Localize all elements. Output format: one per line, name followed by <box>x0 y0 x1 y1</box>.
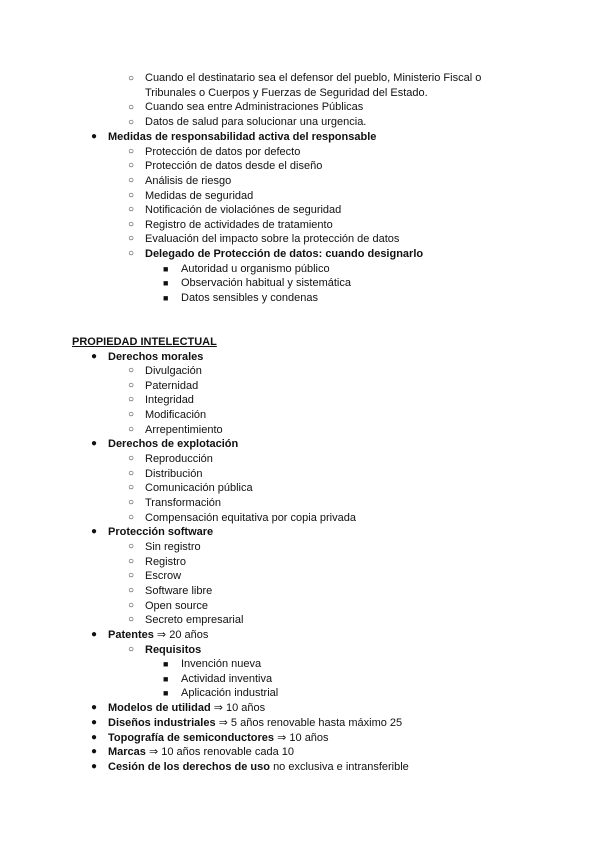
disc-bullet-icon: ● <box>91 702 98 713</box>
sub-list-item-text: Medidas de seguridad <box>145 190 254 202</box>
circle-bullet-icon: ○ <box>128 468 135 479</box>
list-item-title: Cesión de los derechos de uso <box>108 761 270 773</box>
sub-list-item-text: Escrow <box>145 570 182 582</box>
sub-list-item-text: Divulgación <box>145 365 202 377</box>
list-item-detail: no exclusiva e intransferible <box>273 761 409 773</box>
circle-bullet-icon: ○ <box>128 146 135 157</box>
circle-bullet-icon: ○ <box>128 424 135 435</box>
circle-bullet-icon: ○ <box>128 365 135 376</box>
list-item-title: Protección software <box>108 526 214 538</box>
disc-bullet-icon: ● <box>91 629 98 640</box>
third-level-item-text: Observación habitual y sistemática <box>181 277 351 289</box>
disc-bullet-icon: ● <box>91 717 98 728</box>
square-bullet-icon: ■ <box>163 264 169 274</box>
circle-bullet-icon: ○ <box>128 117 135 128</box>
third-level-item-text: Autoridad u organismo público <box>181 263 330 275</box>
circle-bullet-icon: ○ <box>128 409 135 420</box>
disc-bullet-icon: ● <box>91 351 98 362</box>
circle-bullet-icon: ○ <box>128 453 135 464</box>
circle-bullet-icon: ○ <box>128 394 135 405</box>
circle-bullet-icon: ○ <box>128 512 135 523</box>
sub-list-item-text: Evaluación del impacto sobre la protección de datos <box>145 233 400 245</box>
list-item <box>108 716 402 731</box>
square-bullet-icon: ■ <box>163 659 169 669</box>
list-item-title: Marcas <box>108 746 146 758</box>
circle-bullet-icon: ○ <box>128 175 135 186</box>
circle-bullet-icon: ○ <box>128 644 135 655</box>
disc-bullet-icon: ● <box>91 131 98 142</box>
sub-list-item-text: Distribución <box>145 468 203 480</box>
sub-list-item-text: Reproducción <box>145 453 213 465</box>
list-item <box>108 745 294 760</box>
list-item <box>108 701 265 716</box>
sub-list-item <box>128 115 134 131</box>
sub-list-item <box>128 71 134 87</box>
sub-list-item-text: Secreto empresarial <box>145 614 244 626</box>
disc-bullet-icon: ● <box>91 732 98 743</box>
circle-bullet-icon: ○ <box>128 219 135 230</box>
list-item-detail: ⇒ 20 años <box>156 629 209 641</box>
sub-list-item-text: Datos de salud para solucionar una urgencia. <box>145 116 367 128</box>
third-level-item-text: Invención nueva <box>181 658 262 670</box>
square-bullet-icon: ■ <box>163 278 169 288</box>
square-bullet-icon: ■ <box>163 688 169 698</box>
sub-list-item-title: Delegado de Protección de datos: cuando designarlo <box>145 248 424 260</box>
circle-bullet-icon: ○ <box>128 614 135 625</box>
list-item-title: Topografía de semiconductores <box>108 732 275 744</box>
sub-list-item-text: Registro de actividades de tratamiento <box>145 219 333 231</box>
sub-list-item-text: Protección de datos por defecto <box>145 146 301 158</box>
sub-list-item-text: Análisis de riesgo <box>145 175 232 187</box>
disc-bullet-icon: ● <box>91 526 98 537</box>
third-level-item-text: Actividad inventiva <box>181 673 273 685</box>
sub-list-item-text: Cuando sea entre Administraciones Públicas <box>145 101 364 113</box>
circle-bullet-icon: ○ <box>128 380 135 391</box>
sub-list-item-text: Protección de datos desde el diseño <box>145 160 323 172</box>
sub-list-item-text: Integridad <box>145 394 194 406</box>
square-bullet-icon: ■ <box>163 293 169 303</box>
list-item-title: Medidas de responsabilidad activa del responsable <box>108 131 377 143</box>
section-heading: PROPIEDAD INTELECTUAL <box>72 336 217 348</box>
list-item-detail: ⇒ 10 años <box>213 702 266 714</box>
list-item <box>108 760 409 775</box>
disc-bullet-icon: ● <box>91 761 98 772</box>
circle-bullet-icon: ○ <box>128 570 135 581</box>
circle-bullet-icon: ○ <box>128 102 135 113</box>
sub-list-item-text: Comunicación pública <box>145 482 253 494</box>
circle-bullet-icon: ○ <box>128 497 135 508</box>
circle-bullet-icon: ○ <box>128 556 135 567</box>
sub-list-item-text: Registro <box>145 556 186 568</box>
sub-list-item-text: Transformación <box>145 497 222 509</box>
sub-list-item-text: Sin registro <box>145 541 201 553</box>
circle-bullet-icon: ○ <box>128 190 135 201</box>
sub-list-item-text: Cuando el destinatario sea el defensor del pueblo, Ministerio Fiscal o <box>145 72 482 84</box>
sub-list-item-text: Notificación de violaciónes de seguridad <box>145 204 342 216</box>
circle-bullet-icon: ○ <box>128 233 135 244</box>
sub-list-item <box>128 100 134 116</box>
sub-list-item-text: Arrepentimiento <box>145 424 223 436</box>
square-bullet-icon: ■ <box>163 674 169 684</box>
sub-list-item-text: Tribunales o Cuerpos y Fuerzas de Seguridad del Estado. <box>145 87 428 99</box>
circle-bullet-icon: ○ <box>128 541 135 552</box>
list-item <box>108 731 329 746</box>
list-item-detail: ⇒ 10 años renovable cada 10 <box>148 746 294 758</box>
disc-bullet-icon: ● <box>91 746 98 757</box>
list-item-title: Derechos morales <box>108 351 204 363</box>
sub-list-item-title: Requisitos <box>145 644 202 656</box>
sub-list-item-text: Paternidad <box>145 380 199 392</box>
sub-list-item-text: Compensación equitativa por copia privada <box>145 512 356 524</box>
circle-bullet-icon: ○ <box>128 73 135 84</box>
circle-bullet-icon: ○ <box>128 482 135 493</box>
disc-bullet-icon: ● <box>91 438 98 449</box>
circle-bullet-icon: ○ <box>128 160 135 171</box>
circle-bullet-icon: ○ <box>128 585 135 596</box>
list-item-detail: ⇒ 5 años renovable hasta máximo 25 <box>218 717 403 729</box>
list-item <box>108 628 208 643</box>
third-level-item-text: Aplicación industrial <box>181 687 279 699</box>
third-level-item-text: Datos sensibles y condenas <box>181 292 318 304</box>
sub-list-item-text: Software libre <box>145 585 213 597</box>
list-item-title: Patentes <box>108 629 154 641</box>
sub-list-item-text: Open source <box>145 600 208 612</box>
circle-bullet-icon: ○ <box>128 600 135 611</box>
sub-list-item-text: Modificación <box>145 409 207 421</box>
circle-bullet-icon: ○ <box>128 248 135 259</box>
list-item-title: Modelos de utilidad <box>108 702 211 714</box>
list-item-detail: ⇒ 10 años <box>277 732 329 744</box>
list-item-title: Derechos de explotación <box>108 438 239 450</box>
circle-bullet-icon: ○ <box>128 204 135 215</box>
list-item-title: Diseños industriales <box>108 717 216 729</box>
